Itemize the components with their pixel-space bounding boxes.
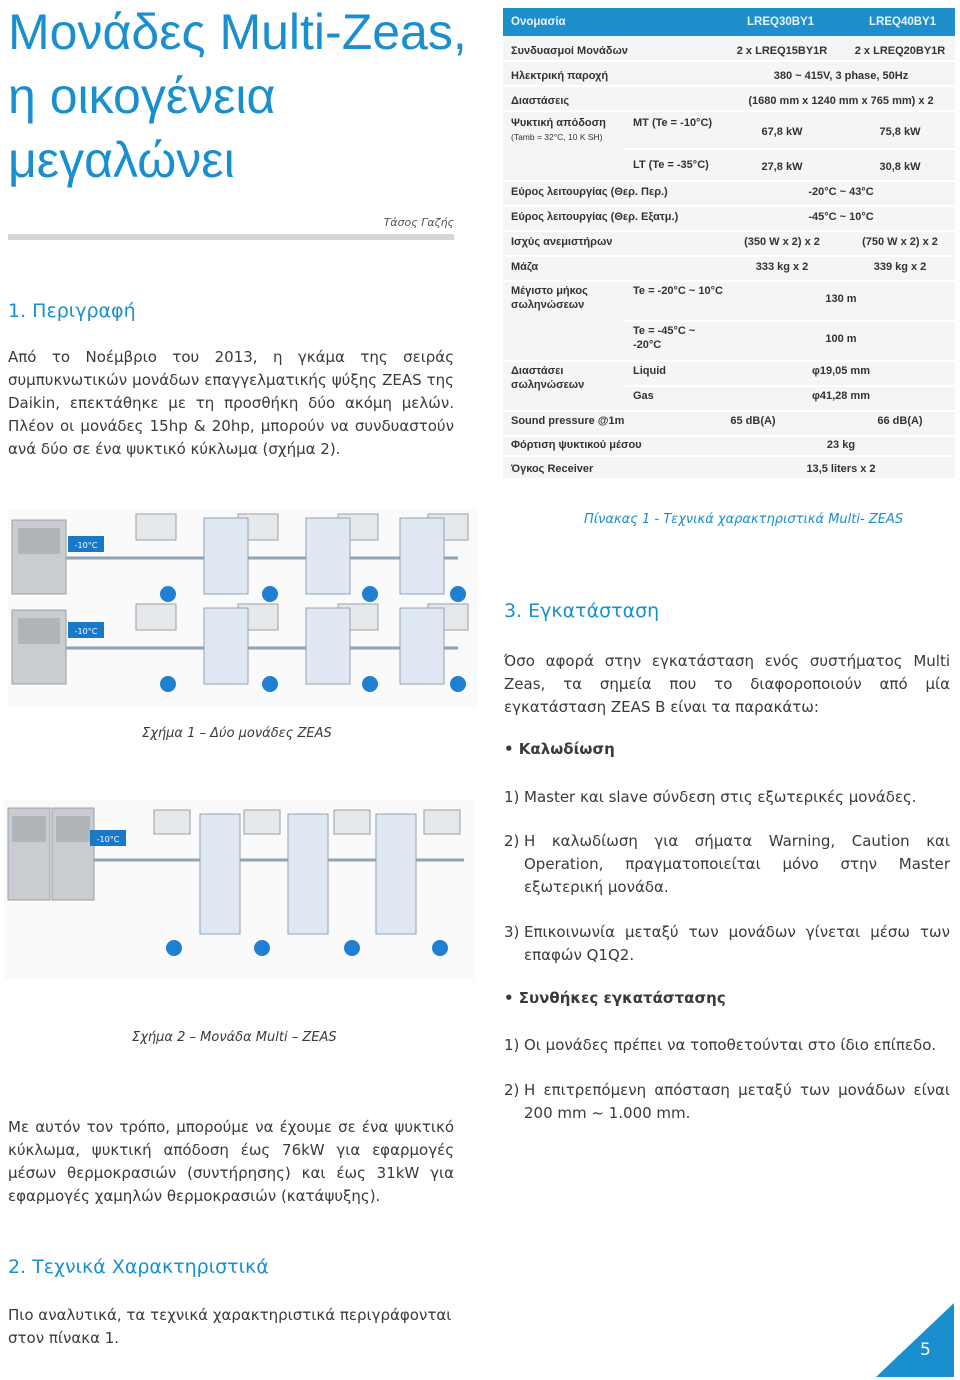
list-number: 1)	[504, 1036, 520, 1054]
row-pipe-dims-liquid: Liquid	[633, 365, 666, 377]
page-number: 5	[920, 1340, 931, 1360]
row-mass-v2: 339 kg x 2	[873, 261, 927, 273]
list-number: 2)	[504, 832, 520, 850]
row-pipe-range-a-value: 130 m	[825, 293, 857, 305]
row-capacity-lt: LT (Te = -35°C)	[633, 159, 709, 171]
row-fan-v2: (750 W x 2) x 2	[862, 236, 938, 248]
row-capacity-mt: MT (Te = -10°C)	[633, 117, 713, 129]
row-range-ambient-value: -20°C ~ 43°C	[808, 186, 874, 198]
section-2-paragraph: Πιο αναλυτικά, τα τεχνικά χαρακτηριστικά περιγράφονται στον πίνακα 1.	[8, 1306, 452, 1347]
row-mass-label: Μάζα	[511, 261, 539, 273]
author: Τάσος Γαζής	[383, 216, 454, 229]
row-range-ambient-label: Εύρος λειτουργίας (Θερ. Περ.)	[511, 186, 668, 198]
list-item	[504, 921, 950, 967]
section-3-heading: 3. Εγκατάσταση	[504, 600, 660, 622]
row-dims-label: Διαστάσεις	[511, 95, 570, 107]
row-receiver-label: Όγκος Receiver	[511, 463, 594, 475]
row-power-value: 380 ~ 415V, 3 phase, 50Hz	[773, 70, 909, 82]
row-combo-v2: 2 x LREQ20BY1R	[854, 45, 946, 57]
section-2-heading: 2. Τεχνικά Χαρακτηριστικά	[8, 1256, 269, 1278]
page-title: Μονάδες Multi-Zeas, η οικογένεια μεγαλώνει	[8, 4, 467, 188]
row-fan-label: Ισχύς ανεμιστήρων	[511, 236, 613, 248]
bullet-wiring: • Καλωδίωση	[504, 740, 615, 758]
row-dims-value: (1680 mm x 1240 mm x 765 mm) x 2	[748, 95, 934, 107]
row-pipe-dims-gas-value: φ41,28 mm	[811, 390, 870, 402]
list-item	[504, 786, 950, 809]
row-combo-v1: 2 x LREQ15BY1R	[736, 45, 828, 57]
spec-table	[503, 8, 955, 478]
row-pipe-dims-label: Διαστάσει σωληνώσεων	[511, 365, 585, 391]
section-1-paragraph: Από το Νοέμβριο του 2013, η γκάμα της σειράς συμπυκνωτικών μονάδων επαγγελματικής ψύξης ZEAS της Daikin, επεκτάθηκε με τη προσθήκη δύο ακόμη μελών. Πλέον οι μονάδες 15hp & 20hp, μπορούν να συνδυαστούν ανά δύο σε ένα ψυκτικό κύκλωμα (σχήμα 2).	[8, 348, 454, 458]
row-charge-label: Φόρτιση ψυκτικού μέσου	[511, 439, 642, 451]
row-mass-v1: 333 kg x 2	[755, 261, 809, 273]
row-capacity-lt-v1: 27,8 kW	[761, 161, 803, 173]
row-capacity-mt-v1: 67,8 kW	[761, 126, 803, 138]
row-pipe-range-a: Te = -20°C ~ 10°C	[633, 285, 723, 297]
row-fan-v1: (350 W x 2) x 2	[744, 236, 820, 248]
figure-1-caption: Σχήμα 1 – Δύο μονάδες ZEAS	[142, 726, 332, 741]
list-number: 1)	[504, 788, 520, 806]
temp-label: -10°C	[74, 627, 98, 636]
list-number: 3)	[504, 923, 520, 941]
figure-2-caption: Σχήμα 2 – Μονάδα Multi – ZEAS	[132, 1030, 337, 1045]
row-pipe-label: Μέγιστο μήκος σωληνώσεων	[511, 285, 588, 311]
section-1-heading: 1. Περιγραφή	[8, 300, 136, 322]
row-pipe-range-b-value: 100 m	[825, 333, 857, 345]
list-item	[504, 830, 950, 899]
table-header-name: Ονομασία	[511, 16, 566, 28]
figure-1-diagram	[8, 508, 478, 708]
row-capacity-lt-v2: 30,8 kW	[879, 161, 921, 173]
row-receiver-value: 13,5 liters x 2	[806, 463, 876, 475]
row-sound-v1: 65 dB(A)	[730, 415, 776, 427]
row-pipe-dims-gas: Gas	[633, 390, 654, 402]
list-number: 2)	[504, 1081, 520, 1099]
row-capacity-condition: (Tamb = 32°C, 10 K SH)	[511, 132, 603, 142]
list-text: Η επιτρεπόμενη απόσταση μεταξύ των μονάδων είναι 200 mm ~ 1.000 mm.	[524, 1081, 950, 1122]
row-range-evap-value: -45°C ~ 10°C	[808, 211, 874, 223]
table-header-col2: LREQ40BY1	[869, 16, 937, 28]
page-corner	[876, 1303, 954, 1377]
row-combo-label: Συνδυασμοί Μονάδων	[511, 45, 628, 57]
list-text: Η καλωδίωση για σήματα Warning, Caution και Operation, πραγματοποιείται μόνο στην Master εξωτερική μονάδα.	[524, 832, 950, 896]
list-text: Οι μονάδες πρέπει να τοποθετούνται στο ίδιο επίπεδο.	[524, 1036, 937, 1054]
row-power-label: Ηλεκτρική παροχή	[511, 70, 609, 82]
table-caption: Πίνακας 1 - Τεχνικά χαρακτηριστικά Multi- ZEAS	[584, 512, 904, 527]
bullet-installation-conditions: • Συνθήκες εγκατάστασης	[504, 989, 726, 1007]
list-text: Master και slave σύνδεση στις εξωτερικές μονάδες.	[524, 788, 917, 806]
list-item	[504, 1034, 950, 1057]
row-sound-v2: 66 dB(A)	[877, 415, 923, 427]
list-item	[504, 1079, 950, 1125]
row-sound-label: Sound pressure @1m	[511, 415, 625, 427]
section-1-paragraph-2: Με αυτόν τον τρόπο, μπορούμε να έχουμε σε ένα ψυκτικό κύκλωμα, ψυκτική απόδοση έως 76kW για εφαρμογές μέσων θερμοκρασιών (συντήρησης) και έως 31kW για εφαρμογές χαμηλών θερμοκρασιών (κατάψυξης).	[8, 1118, 454, 1205]
table-header-col1: LREQ30BY1	[747, 16, 815, 28]
section-3-paragraph: Όσο αφορά στην εγκατάσταση ενός συστήματος Multi Zeas, τα σημεία που το διαφοροποιούν από μία εγκατάσταση ZEAS B είναι τα παρακάτω:	[504, 652, 950, 716]
row-charge-value: 23 kg	[826, 439, 856, 451]
row-range-evap-label: Εύρος λειτουργίας (Θερ. Εξατμ.)	[511, 211, 679, 223]
temp-label: -10°C	[96, 835, 120, 844]
row-capacity-label: Ψυκτική απόδοση	[511, 117, 606, 129]
row-pipe-range-b: Te = -45°C ~ -20°C	[633, 325, 696, 351]
figure-2-diagram	[4, 800, 474, 980]
temp-label: -10°C	[74, 541, 98, 550]
list-text: Επικοινωνία μεταξύ των μονάδων γίνεται μέσω των επαφών Q1Q2.	[524, 923, 950, 964]
row-capacity-mt-v2: 75,8 kW	[879, 126, 921, 138]
row-pipe-dims-liquid-value: φ19,05 mm	[811, 365, 870, 377]
divider	[8, 234, 454, 240]
